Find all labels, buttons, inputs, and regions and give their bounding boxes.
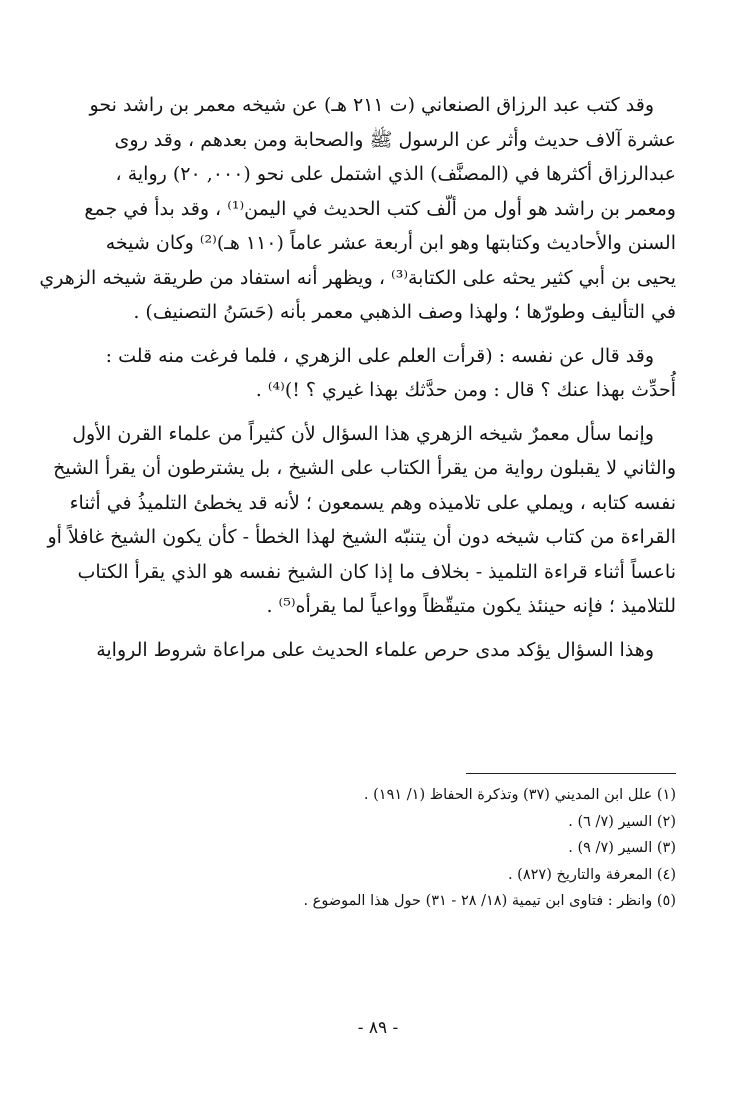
text-line: نفسه كتابه ، ويملي على تلاميذه وهم يسمعون ؛ لأنه قد يخطئ التلميذُ في أثناء [69, 491, 676, 514]
footnote-2: (٢) السير (٧/ ٦) . [568, 813, 676, 830]
paragraph-1 [39, 88, 676, 330]
footnote-separator [466, 773, 676, 774]
text-line: وقد كتب عبد الرزاق الصنعاني (ت ٢١١ هـ) عن شيخه معمر بن راشد نحو [89, 94, 654, 116]
paragraph-4 [80, 633, 676, 668]
text-line: عشرة آلاف حديث وأثر عن الرسول ﷺ والصحابة ومن بعدهم ، وقد روى [114, 128, 676, 151]
text-line: والثاني لا يقبلون رواية من يقرأ الكتاب على الشيخ ، بل يشترطون أن يقرأ الشيخ [53, 457, 676, 479]
text-line: ناعساً أثناء قراءة التلميذ - بخلاف ما إذا كان الشيخ نفسه هو الذي يقرأ الكتاب [77, 560, 676, 583]
text-line: وقد قال عن نفسه : (قرأت العلم على الزهري ، فلما فرغت منه قلت : [105, 344, 654, 367]
footnote-5: (٥) وانظر : فتاوى ابن تيمية (١٨/ ٢٨ - ٣١) حول هذا الموضوع . [303, 893, 676, 909]
main-text [39, 88, 676, 667]
footnotes [80, 782, 676, 915]
footnote-3: (٣) السير (٧/ ٩) . [568, 840, 676, 856]
text-line: عبدالرزاق أكثرها في (المصنَّف) الذي اشتمل على نحو (٠٠٠, ٢٠) رواية ، [115, 163, 676, 185]
text-line: أُحدِّث بهذا عنك ؟ قال : ومن حدَّثك بهذا غيري ؟ !)⁽⁴⁾ . [255, 379, 676, 401]
page-number: - ٨٩ - [357, 1018, 399, 1038]
text-line: وهذا السؤال يؤكد مدى حرص علماء الحديث على مراعاة شروط الرواية [96, 638, 654, 661]
paragraph-3 [47, 417, 676, 624]
text-line: وإنما سأل معمرٌ شيخه الزهري هذا السؤال لأن كثيراً من علماء القرن الأول [72, 422, 654, 445]
paragraph-2 [80, 339, 676, 408]
text-line: ومعمر بن راشد هو أول من ألّف كتب الحديث في اليمن⁽¹⁾ ، وقد بدأ في جمع [84, 197, 676, 220]
text-line: يحيى بن أبي كثير يحثه على الكتابة⁽³⁾ ، ويظهر أنه استفاد من طريقة شيخه الزهري [39, 266, 676, 289]
text-line: للتلاميذ ؛ فإنه حينئذ يكون متيقّظاً وواعياً لما يقرأه⁽⁵⁾ . [266, 595, 676, 617]
text-line: القراءة من كتاب شيخه دون أن يتنبّه الشيخ لهذا الخطأ - كأن يكون الشيخ غافلاً أو [47, 526, 676, 548]
footnote-4: (٤) المعرفة والتاريخ (٨٢٧) . [507, 866, 676, 883]
text-line: السنن والأحاديث وكتابتها وهو ابن أربعة عشر عاماً (١١٠ هـ)⁽²⁾ وكان شيخه [105, 232, 676, 254]
text-line: في التأليف وطورّها ؛ ولهذا وصف الذهبي معمر بأنه (حَسَنُ التصنيف) . [133, 301, 676, 323]
footnote-1: (١) علل ابن المديني (٣٧) وتذكرة الحفاظ (١/ ١٩١) . [363, 787, 676, 803]
